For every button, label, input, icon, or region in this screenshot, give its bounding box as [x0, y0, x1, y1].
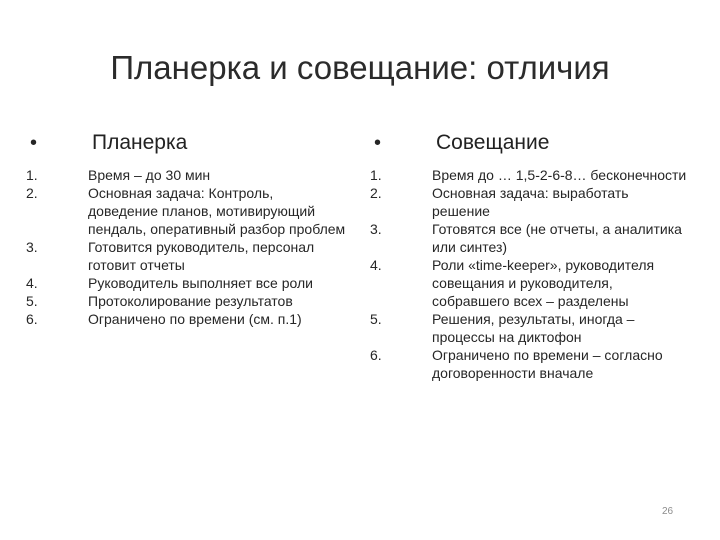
right-column-soveshchanie	[370, 128, 690, 382]
list-item	[370, 346, 690, 382]
item-number: 3.	[26, 239, 38, 255]
item-number: 3.	[370, 221, 382, 237]
left-column-planerka	[26, 128, 346, 328]
page-number: 26	[662, 506, 674, 517]
list-item	[370, 220, 690, 256]
list-item	[26, 166, 346, 184]
right-list	[370, 166, 690, 382]
left-list	[26, 166, 346, 328]
item-text: Время до … 1,5-2-6-8… бесконечности	[432, 167, 687, 183]
item-number: 1.	[370, 167, 382, 183]
item-text: Протоколирование результатов	[88, 293, 293, 309]
item-number: 5.	[370, 311, 382, 327]
item-number: 6.	[26, 311, 38, 327]
item-number: 2.	[370, 185, 382, 201]
item-text: Ограничено по времени – согласно договоренности вначале	[432, 347, 663, 381]
item-number: 4.	[26, 275, 38, 291]
item-number: 4.	[370, 257, 382, 273]
item-text: Ограничено по времени (см. п.1)	[88, 311, 302, 327]
item-text: Решения, результаты, иногда – процессы на диктофон	[432, 311, 635, 345]
right-heading-row	[370, 128, 690, 162]
list-item	[26, 238, 346, 274]
item-number: 6.	[370, 347, 382, 363]
left-heading-row	[26, 128, 346, 162]
list-item	[26, 292, 346, 310]
bullet-icon: •	[374, 132, 382, 154]
item-text: Основная задача: Контроль, доведение планов, мотивирующий пендаль, оперативный разбор проблем	[88, 185, 346, 237]
item-text: Основная задача: выработать решение	[432, 185, 629, 219]
list-item	[370, 310, 690, 346]
item-text: Готовятся все (не отчеты, а аналитика или синтез)	[432, 221, 682, 255]
list-item	[370, 166, 690, 184]
list-item	[26, 184, 346, 238]
list-item	[370, 256, 690, 310]
list-item	[26, 310, 346, 328]
item-number: 1.	[26, 167, 38, 183]
bullet-icon: •	[30, 132, 38, 154]
left-heading: Планерка	[92, 131, 188, 154]
slide-title: Планерка и совещание: отличия	[110, 49, 610, 86]
right-heading: Совещание	[436, 131, 550, 154]
list-item	[26, 274, 346, 292]
item-text: Роли «time-keeper», руководителя совещания и руководителя, собравшего всех – разделены	[432, 257, 655, 309]
item-number: 2.	[26, 185, 38, 201]
item-number: 5.	[26, 293, 38, 309]
item-text: Время – до 30 мин	[88, 167, 211, 183]
item-text: Готовится руководитель, персонал готовит отчеты	[88, 239, 315, 273]
list-item	[370, 184, 690, 220]
item-text: Руководитель выполняет все роли	[88, 275, 313, 291]
